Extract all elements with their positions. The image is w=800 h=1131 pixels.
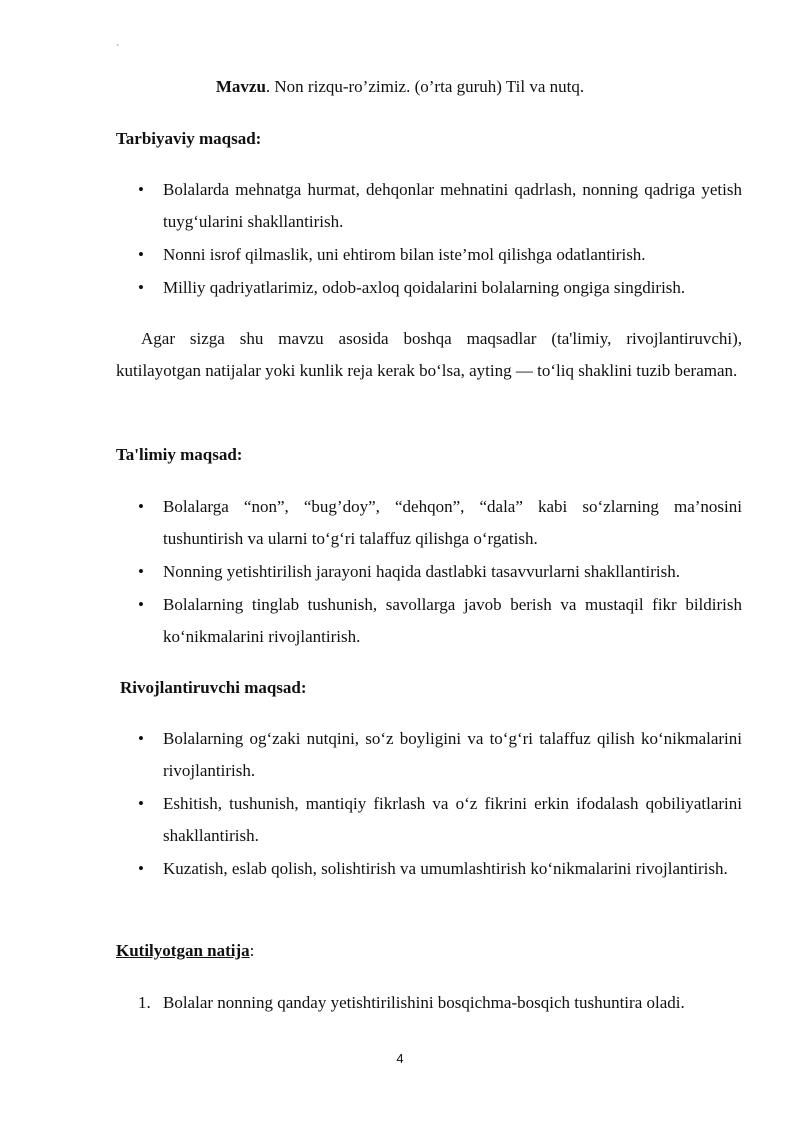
list-item: • Nonni isrof qilmaslik, uni ehtirom bilan iste’mol qilishga odatlantirish.: [116, 239, 742, 271]
bullet-icon: •: [138, 562, 144, 581]
bullet-icon: •: [138, 180, 144, 199]
list-item: • Bolalarda mehnatga hurmat, dehqonlar mehnatini qadrlash, nonning qadriga yetish tuyg‘ularini shakllantirish.: [116, 174, 742, 238]
bullet-icon: •: [138, 245, 144, 264]
bullet-icon: •: [138, 794, 144, 813]
heading-natija-colon: :: [249, 941, 255, 960]
list-item: • Bolalarning tinglab tushunish, savollarga javob berish va mustaqil fikr bildirish ko‘nikmalarini rivojlantirish.: [116, 589, 742, 653]
bullet-icon: •: [138, 859, 144, 878]
list-number: 1.: [138, 993, 151, 1012]
list-talimiy: [116, 491, 742, 654]
bullet-icon: •: [138, 595, 144, 614]
page-number: 4: [396, 1051, 404, 1066]
body-paragraph: Agar sizga shu mavzu asosida boshqa maqsadlar (ta'limiy, rivojlantiruvchi), kutilayotgan natijalar yoki kunlik reja kerak bo‘lsa, ayting — to‘liq shaklini tuzib beraman.: [116, 329, 742, 380]
list-item: 1. Bolalar nonning qanday yetishtirilishini bosqichma-bosqich tushuntira oladi.: [116, 987, 742, 1019]
heading-natija-text: Kutilyotgan natija: [116, 941, 250, 960]
heading-talimiy: Ta'limiy maqsad:: [116, 445, 243, 464]
stray-mark: `: [116, 44, 120, 55]
title-rest: . Non rizqu-ro’zimiz. (o’rta guruh) Til va nutq.: [265, 77, 585, 96]
list-item: • Kuzatish, eslab qolish, solishtirish va umumlashtirish ko‘nikmalarini rivojlantirish.: [116, 853, 742, 885]
list-rivojlantiruvchi: [116, 723, 742, 886]
heading-natija: [116, 941, 254, 961]
list-item: • Bolalarga “non”, “bug’doy”, “dehqon”, “dala” kabi so‘zlarning ma’nosini tushuntirish va ularni to‘g‘ri talaffuz qilishga o‘rgatish.: [116, 491, 742, 555]
page-title: [0, 77, 800, 97]
heading-rivojlantiruvchi: Rivojlantiruvchi maqsad:: [120, 678, 307, 697]
list-item: • Bolalarning og‘zaki nutqini, so‘z boyligini va to‘g‘ri talaffuz qilish ko‘nikmalarini rivojlantirish.: [116, 723, 742, 787]
title-bold: Mavzu: [215, 77, 266, 96]
bullet-icon: •: [138, 729, 144, 748]
list-item: • Eshitish, tushunish, mantiqiy fikrlash va o‘z fikrini erkin ifodalash qobiliyatlarini shakllantirish.: [116, 788, 742, 852]
bullet-icon: •: [138, 278, 144, 297]
list-tarbiyaviy: [116, 174, 742, 305]
list-item: • Milliy qadriyatlarimiz, odob-axloq qoidalarini bolalarning ongiga singdirish.: [116, 272, 742, 304]
list-natija: [116, 987, 742, 1019]
bullet-icon: •: [138, 497, 144, 516]
list-item: • Nonning yetishtirilish jarayoni haqida dastlabki tasavvurlarni shakllantirish.: [116, 556, 742, 588]
heading-tarbiyaviy: Tarbiyaviy maqsad:: [116, 129, 262, 148]
